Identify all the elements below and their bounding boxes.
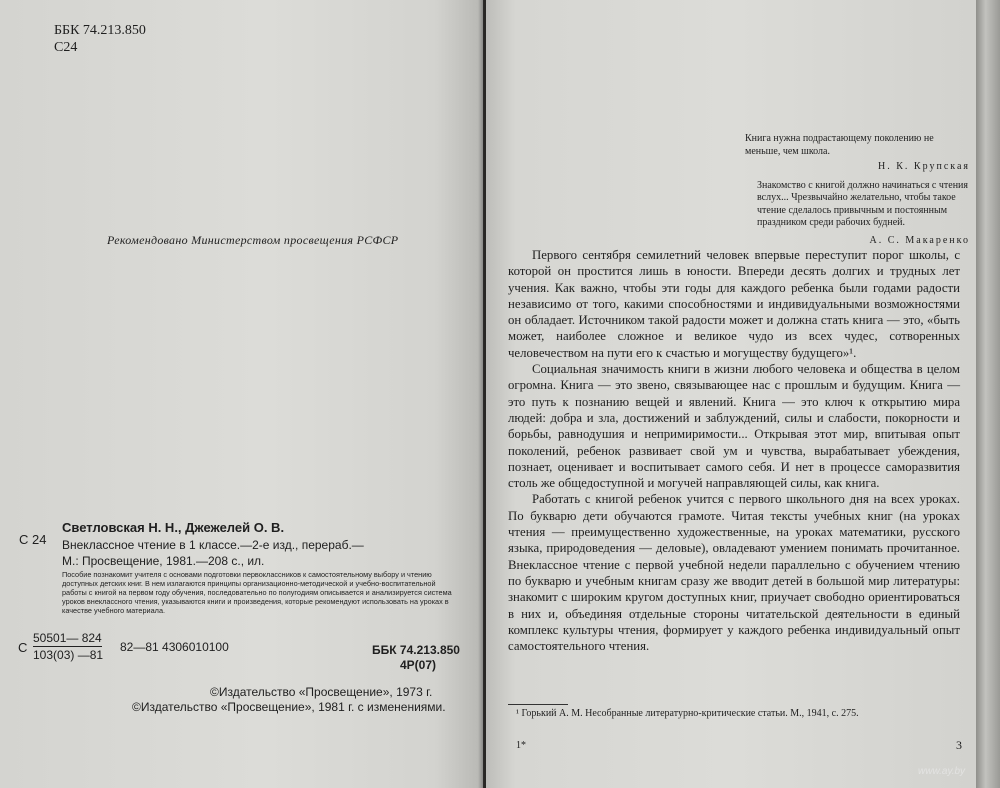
copyright-line: ©Издательство «Просвещение», 1981 г. с изменениями. [132,700,446,714]
authors-line: Светловская Н. Н., Джежелей О. В. [62,520,285,535]
fraction-rest: 82—81 4306010100 [120,640,229,654]
copyright-line: ©Издательство «Просвещение», 1973 г. [210,685,433,699]
signature-mark: 1* [516,740,526,751]
bbk-code: ББК 74.213.850 [54,23,146,38]
book-annotation: Пособие познакомит учителя с основами подготовки первоклассников к самостоятельному выбору и чтению доступных детских книг. В нем излагаются принципы организационно-методической и учебно-воспитательной работы с книгой на первом году обучения, последовательно по полугодиям описывается и анализируется система уроков внеклассного чтения, указываются книги и произведения, которые рекомендуют использовать на уроках в качестве учебного материала. [62,570,452,616]
bbk-bottom [372,643,460,673]
main-text [508,247,960,654]
bib-line: М.: Просвещение, 1981.—208 с., ил. [62,554,265,568]
page-edge [976,0,1000,788]
fraction-denominator: 103(03) —81 [33,648,104,662]
epigraph-author: Н. К. Крупская [878,161,970,172]
epigraph-author: А. С. Макаренко [869,234,970,246]
bbk-sub-code: С24 [54,40,78,55]
watermark: www.ay.by [918,766,966,777]
footnote-rule [508,704,568,705]
paragraph: Социальная значимость книги в жизни любого человека и общества в целом огромна. Книга — это звено, связывающее нас с прошлым и будущим. Книга — это путь к познанию вещей и явлений. Книга — это ключ к открытию мира людей: добра и зла, достижений и заблуждений, силы и слабости, покорности и борьбы, равнодушия и непримиримости... Открывая этот мир, впитывая опыт поколений, ребенок развивает свой ум и чувства, вырабатывает убеждения, познает, оценивает и воспитывает самого себя. И нет в процессе саморазвития столь же общедоступной и могучей направляющей силы, как книга. [508,362,960,491]
copyright-block [132,685,446,715]
index-code: С 24 [19,532,47,547]
bibliographic-entry [62,537,462,569]
epigraph-text: Книга нужна подрастающему поколению не меньше, чем школа. [745,133,934,157]
page-number: 3 [956,738,962,752]
fraction-numerator: 50501— 824 [33,631,102,645]
paragraph: Первого сентября семилетний человек впервые переступит порог школы, с которой он простится лишь в юности. Впереди десять долгих и трудных лет учения. Как важно, чтобы эти годы для каждого ребенка были годами радости независимо от того, какими способностями и индивидуальными возможностями он обладает. Источником такой радости может и должна стать книга — это, «быть может, наиболее сложное и великое чудо из всех чудес, сотворенных человечеством на пути его к счастью и могуществу будущего»¹. [508,248,960,360]
footnote: ¹ Горький А. М. Несобранные литературно-критические статьи. М., 1941, с. 275. [516,708,859,719]
epigraph-block [745,133,970,247]
paragraph: Работать с книгой ребенок учится с первого школьного дня на всех уроках. По букварю дети обучаются грамоте. Читая тексты учебных книг (на уроках чтения — преимущественно художественные, на уроках математики, русского языка, природоведения — деловые), овладевают умением понимать прочитанное. Внеклассное чтение с первой учебной недели параллельно с обучением чтению по букварю и учебным книгам сразу же вводит детей в большой мир литературы: знакомит с широким кругом доступных книг, приучает свободно ориентироваться в них и, объединяя отдельные стороны читательской деятельности в единый комплекс культуры чтения, формирует у каждого ребенка индивидуальный опыт самостоятельного чтения. [508,492,960,654]
epigraph-text: Знакомство с книгой должно начинаться с чтения вслух... Чрезвычайно желательно, чтобы такое чтение сделалось привычным и постоянным праздником среди рабочих будней. [757,179,969,228]
bib-line: Внеклассное чтение в 1 классе.—2-е изд., перераб.— [62,538,364,552]
bbk-bottom-sub: 4Р(07) [400,658,437,672]
recommendation-line: Рекомендовано Министерством просвещения РСФСР [107,233,399,247]
left-page [0,0,483,788]
fraction-letter: С [18,640,28,655]
bbk-bottom-code: ББК 74.213.850 [372,643,460,657]
bbk-classification [54,22,146,56]
